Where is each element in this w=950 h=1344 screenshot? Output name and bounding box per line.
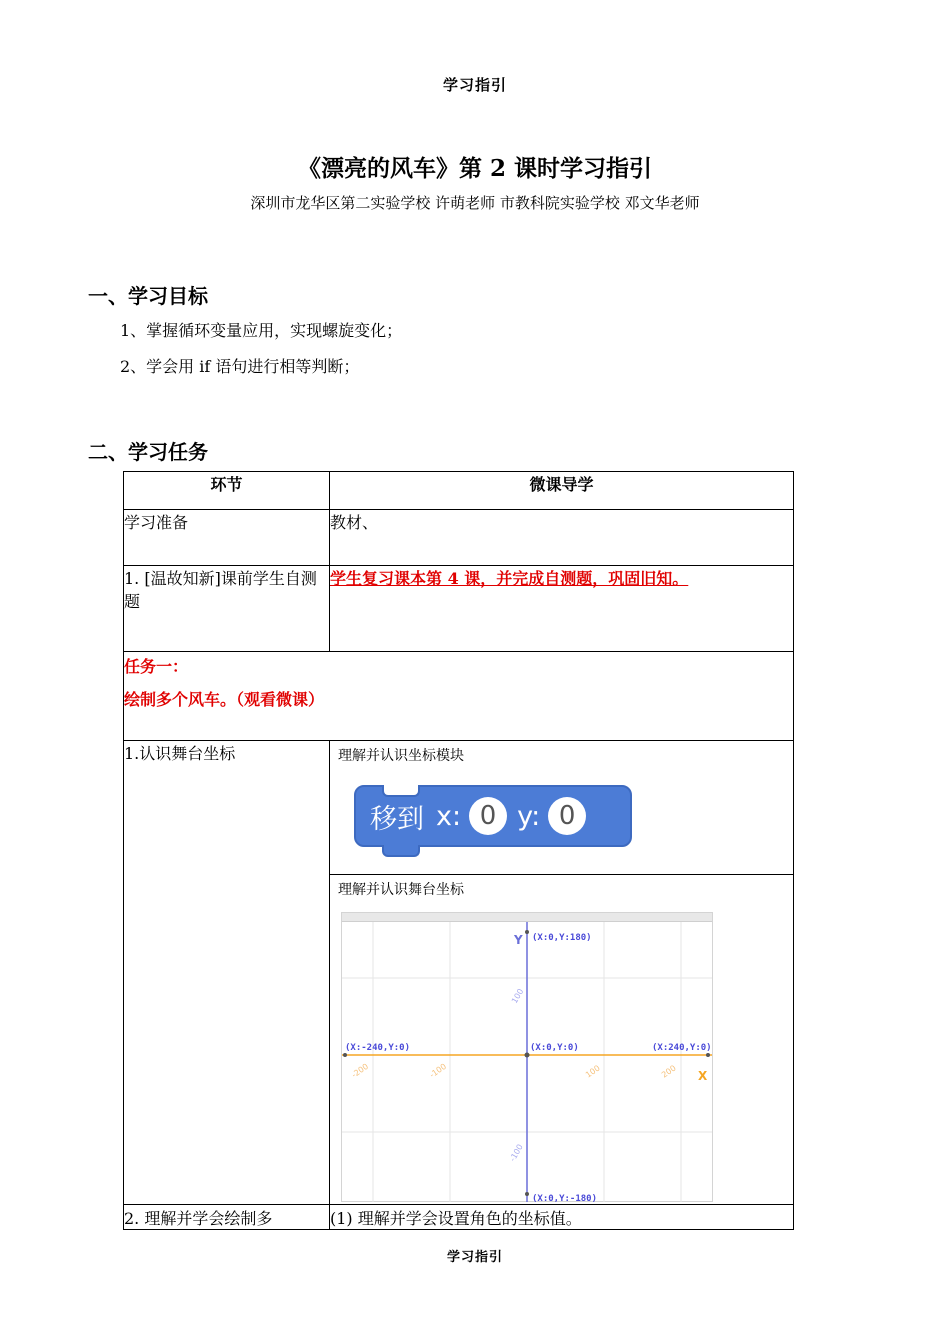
tasks-heading: 二、学习任务 <box>88 440 208 464</box>
tasks-table <box>123 471 794 1230</box>
stage-caption: 理解并认识舞台坐标 <box>338 882 464 898</box>
prep-value: 教材、 <box>330 510 794 566</box>
stage-section-label: 1.认识舞台坐标 <box>124 741 330 1205</box>
stage-cell <box>330 875 794 1205</box>
objectives-heading: 一、学习目标 <box>88 284 208 308</box>
stage-bottom-label: (X:0,Y:-180) <box>532 1194 598 1202</box>
stage-left-label: (X:-240,Y:0) <box>345 1043 411 1053</box>
review-label: 1. [温故知新]课前学生自测题 <box>124 566 330 652</box>
coord-block-caption: 理解并认识坐标模块 <box>338 748 464 764</box>
review-value: 学生复习课本第 4 课，并完成自测题，巩固旧知。 <box>330 569 689 588</box>
page-header: 学习指引 <box>442 76 507 94</box>
move-to-xy-block <box>354 785 632 847</box>
block-label: 移到 <box>370 803 424 835</box>
stage-center-label: (X:0,Y:0) <box>530 1043 579 1053</box>
objective-item: 2、学会用 if 语句进行相等判断； <box>120 357 360 376</box>
block-x-input: 0 <box>469 797 507 835</box>
bottom-dot <box>525 1192 529 1196</box>
x-tick: -100 <box>427 1061 449 1080</box>
block-x-label: x: <box>436 800 462 832</box>
task1-title: 任务一： <box>124 657 189 676</box>
y-tick: 100 <box>509 987 526 1005</box>
origin-dot <box>525 1053 530 1058</box>
block-tab <box>382 845 420 857</box>
stage-coordinate-figure <box>341 912 713 1202</box>
right-dot <box>706 1053 710 1057</box>
last-row-label: 2. 理解并学会绘制多 <box>124 1205 330 1230</box>
x-axis-title: X <box>698 1069 708 1083</box>
last-row-value: (1) 理解并学会设置角色的坐标值。 <box>330 1205 794 1230</box>
x-tick: -200 <box>349 1061 371 1080</box>
objective-item: 1、掌握循环变量应用，实现螺旋变化； <box>120 321 403 340</box>
coord-block-cell <box>330 741 794 875</box>
stage-grid <box>342 922 712 1202</box>
document-authors: 深圳市龙华区第二实验学校 许萌老师 市教科院实验学校 邓文华老师 <box>250 194 700 212</box>
y-axis-title: Y <box>514 933 523 947</box>
task1-desc: 绘制多个风车。（观看微课） <box>124 690 325 709</box>
block-y-label: y: <box>517 800 541 832</box>
block-notch <box>382 785 420 797</box>
stage-toolbar <box>342 913 712 922</box>
left-dot <box>343 1053 347 1057</box>
stage-top-label: (X:0,Y:180) <box>532 933 592 943</box>
block-y-input: 0 <box>548 797 586 835</box>
page-footer: 学习指引 <box>446 1250 503 1265</box>
top-dot <box>525 930 529 934</box>
x-tick: 200 <box>659 1063 678 1080</box>
table-header-cell: 微课导学 <box>330 472 794 510</box>
prep-label: 学习准备 <box>124 510 330 566</box>
stage-right-label: (X:240,Y:0) <box>652 1043 712 1053</box>
x-tick: 100 <box>583 1063 602 1080</box>
task1-cell <box>124 652 794 741</box>
document-title: 《漂亮的风车》第 2 课时学习指引 <box>297 155 653 182</box>
y-tick: -100 <box>507 1142 525 1163</box>
table-header-cell: 环节 <box>124 472 330 510</box>
